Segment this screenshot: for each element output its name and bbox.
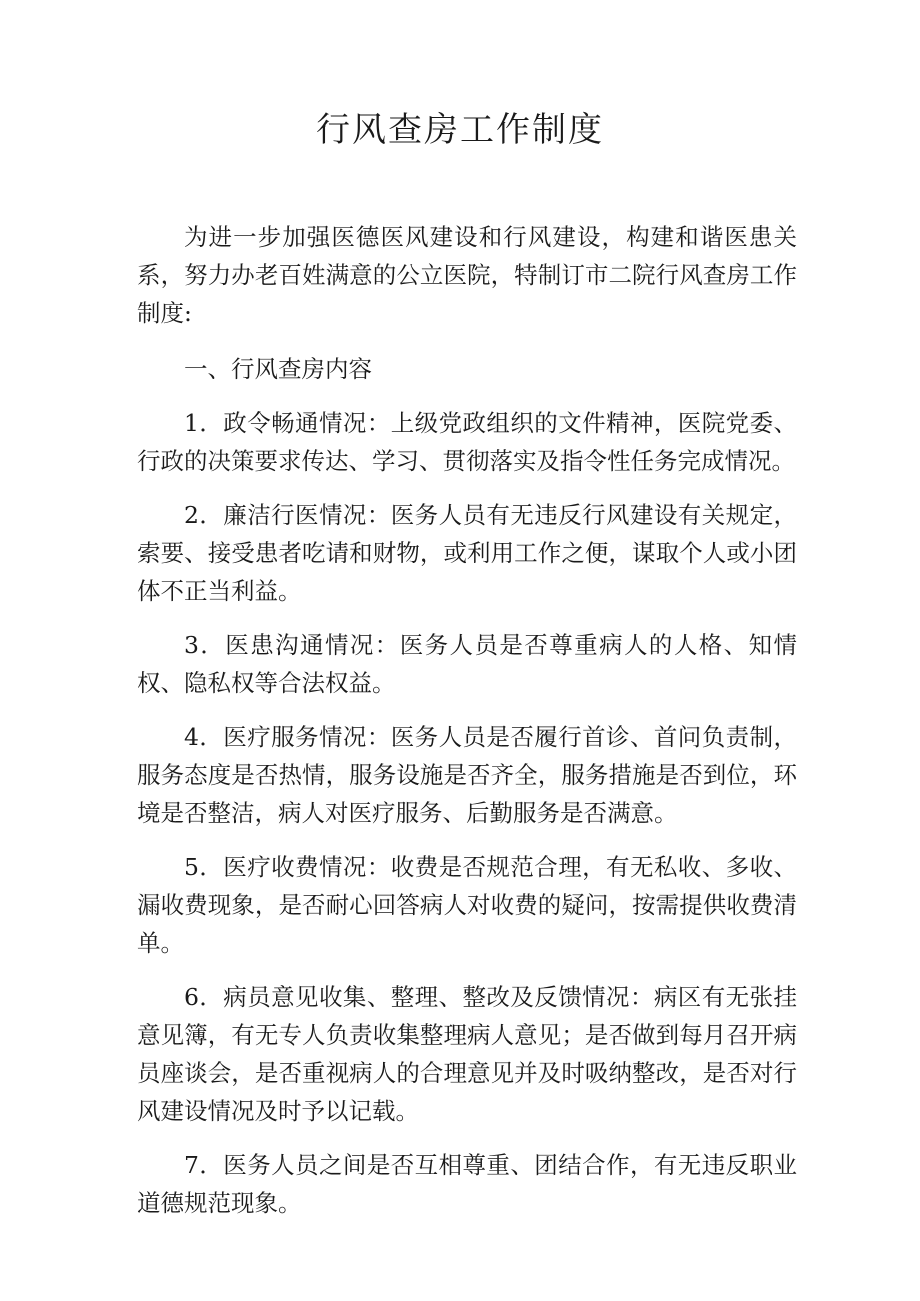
section-heading: 一、行风查房内容 — [184, 355, 372, 383]
list-item: 3．医患沟通情况：医务人员是否尊重病人的人格、知情权、隐私权等合法权益。 — [137, 631, 797, 697]
list-item: 2．廉洁行医情况：医务人员有无违反行风建设有关规定，索要、接受患者吃请和财物，或利用工作之便，谋取个人或小团体不正当利益。 — [137, 501, 797, 605]
document-title: 行风查房工作制度 — [316, 110, 604, 150]
list-item: 5．医疗收费情况：收费是否规范合理，有无私收、多收、漏收费现象，是否耐心回答病人对收费的疑问，按需提供收费清单。 — [137, 853, 797, 957]
intro-paragraph: 为进一步加强医德医风建设和行风建设，构建和谐医患关系，努力办老百姓满意的公立医院，特制订市二院行风查房工作制度: — [137, 223, 797, 327]
list-item: 7．医务人员之间是否互相尊重、团结合作，有无违反职业道德规范现象。 — [137, 1151, 797, 1217]
list-item: 6．病员意见收集、整理、整改及反馈情况：病区有无张挂意见簿，有无专人负责收集整理病人意见；是否做到每月召开病员座谈会，是否重视病人的合理意见并及时吸纳整改，是否对行风建设情况及时予以记载。 — [137, 983, 797, 1125]
list-item: 1．政令畅通情况：上级党政组织的文件精神，医院党委、行政的决策要求传达、学习、贯彻落实及指令性任务完成情况。 — [137, 409, 797, 475]
list-item: 4．医疗服务情况：医务人员是否履行首诊、首问负责制，服务态度是否热情，服务设施是否齐全，服务措施是否到位，环境是否整洁，病人对医疗服务、后勤服务是否满意。 — [137, 723, 797, 827]
document-body — [137, 218, 797, 1238]
